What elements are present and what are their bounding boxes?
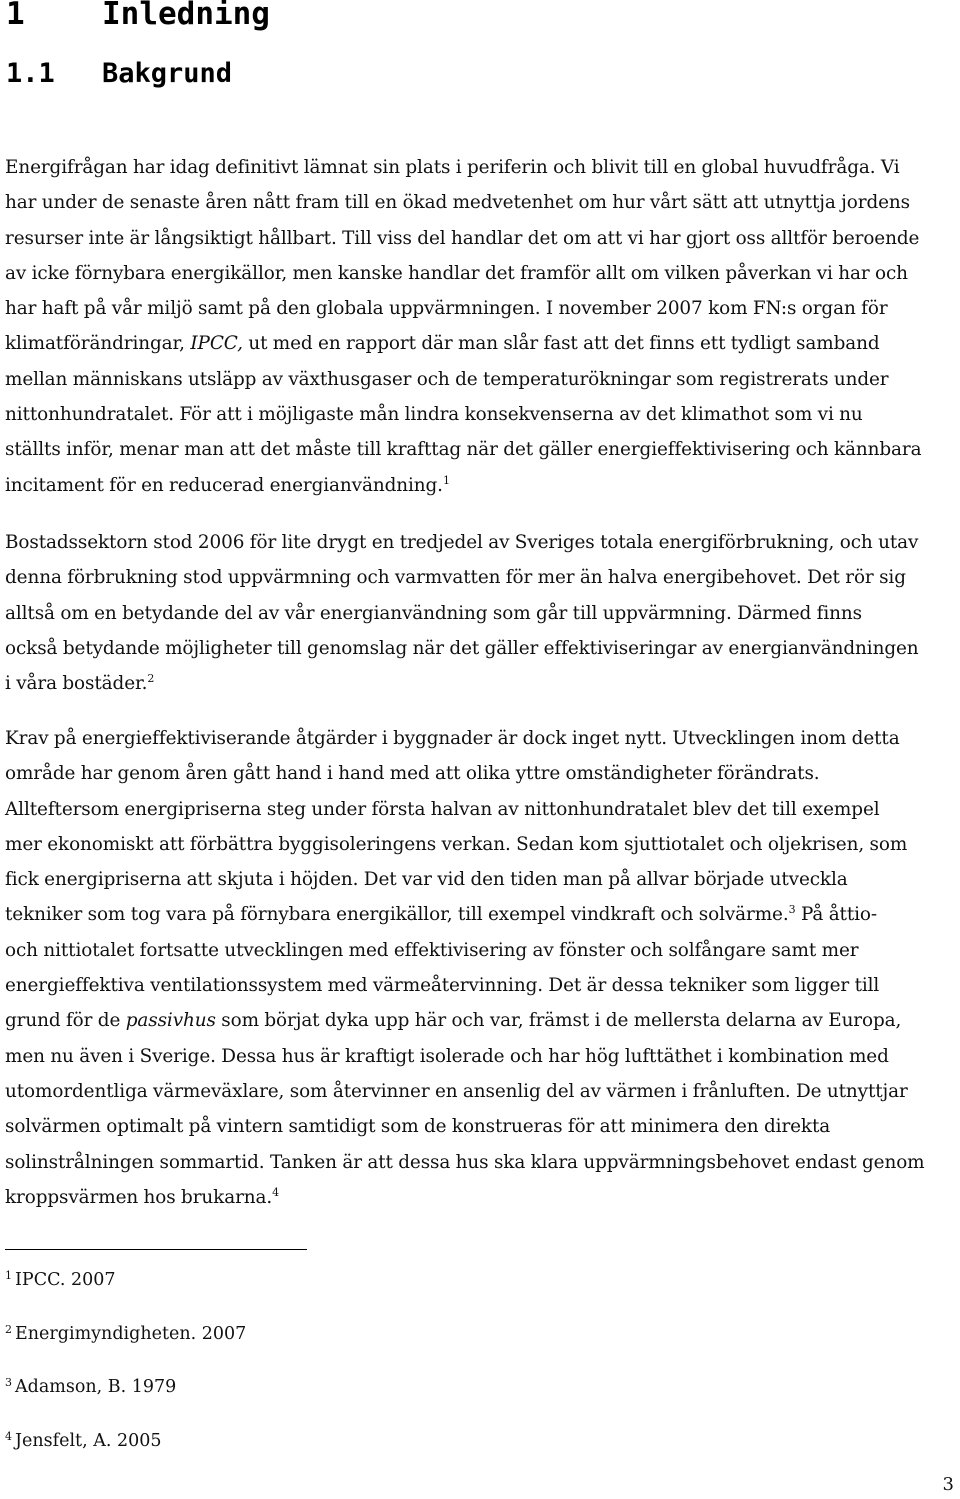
text-run: ut med en rapport där man slår fast att det finns ett tydligt samband bbox=[248, 333, 880, 355]
text-line: resurser inte är långsiktigt hållbart. Till viss del handlar det om att vi har gjort oss alltför beroende bbox=[5, 227, 920, 249]
text-run: som börjat dyka upp här och var, främst i de mellersta delarna av Europa, bbox=[221, 1010, 902, 1032]
text-line: område har genom åren gått hand i hand med att olika yttre omständigheter förändrats. bbox=[5, 763, 820, 785]
text-line: ställts inför, menar man att det måste till krafttag när det gäller energieffektivisering och kännbara bbox=[5, 439, 922, 461]
ipcc-italic: IPCC, bbox=[190, 333, 243, 355]
footnote-ref-1[interactable]: 1 bbox=[442, 473, 450, 487]
chapter-number: 1 bbox=[6, 0, 25, 32]
footnote-2 bbox=[5, 1322, 246, 1346]
footnote-ref-2[interactable]: 2 bbox=[147, 672, 155, 686]
text-line: Bostadssektorn stod 2006 för lite drygt en tredjedel av Sveriges totala energiförbrukning, och utav bbox=[5, 532, 919, 553]
text-line: Krav på energieffektiviserande åtgärder i byggnader är dock inget nytt. Utvecklingen inom detta bbox=[5, 728, 900, 749]
footnote-number: 1 bbox=[5, 1269, 12, 1282]
text-line: mellan människans utsläpp av växthusgaser och de temperaturökningar som registrerats under bbox=[5, 368, 889, 390]
text-line: har under de senaste åren nått fram till en ökad medvetenhet om hur vårt sätt att utnyttja jordens bbox=[5, 192, 910, 214]
footnote-3 bbox=[5, 1375, 176, 1399]
text-run: klimatförändringar, bbox=[5, 333, 185, 355]
footnote-text: Energimyndigheten. 2007 bbox=[15, 1324, 247, 1344]
text-run: incitament för en reducerad energianvändning. bbox=[5, 474, 443, 496]
text-line: fick energipriserna att skjuta i höjden. Det var vid den tiden man på allvar började utveckla bbox=[5, 869, 848, 891]
footnote-1 bbox=[5, 1268, 116, 1292]
text-line bbox=[5, 468, 960, 503]
footnote-separator bbox=[5, 1249, 307, 1250]
section-number: 1.1 bbox=[6, 58, 55, 89]
text-line: energieffektiva ventilationssystem med värmeåtervinning. Det är dessa tekniker som ligger till bbox=[5, 975, 880, 997]
text-line: denna förbrukning stod uppvärmning och varmvatten för mer än halva energibehovet. Det rör sig bbox=[5, 567, 906, 589]
text-line bbox=[5, 326, 960, 361]
text-line: och nittiotalet fortsatte utvecklingen med effektivisering av fönster och solfångare samt mer bbox=[5, 939, 859, 961]
footnote-number: 4 bbox=[5, 1430, 12, 1443]
text-line: solvärmen optimalt på vintern samtidigt som de konstrueras för att minimera den direkta bbox=[5, 1116, 831, 1138]
chapter-heading bbox=[6, 0, 270, 32]
passivhus-italic: passivhus bbox=[125, 1010, 216, 1032]
text-run: kroppsvärmen hos brukarna. bbox=[5, 1186, 273, 1208]
section-title: Bakgrund bbox=[102, 58, 233, 89]
text-line bbox=[5, 1180, 960, 1215]
text-line: men nu även i Sverige. Dessa hus är kraftigt isolerade och har hög lufttäthet i kombination med bbox=[5, 1045, 889, 1067]
footnote-ref-3[interactable]: 3 bbox=[788, 903, 796, 917]
footnote-ref-4[interactable]: 4 bbox=[272, 1185, 280, 1199]
text-line: solinstrålningen sommartid. Tanken är att dessa hus ska klara uppvärmningsbehovet endast genom bbox=[5, 1151, 925, 1173]
footnote-number: 2 bbox=[5, 1323, 12, 1336]
text-line: också betydande möjligheter till genomslag när det gäller effektiviseringar av energianvändningen bbox=[5, 637, 919, 659]
chapter-title: Inledning bbox=[102, 0, 270, 32]
text-line: Allteftersom energipriserna steg under första halvan av nittonhundratalet blev det till exempel bbox=[5, 798, 880, 820]
text-line: mer ekonomiskt att förbättra byggisoleringens verkan. Sedan kom sjuttiotalet och oljekrisen, som bbox=[5, 833, 908, 855]
footnote-text: IPCC. 2007 bbox=[15, 1270, 116, 1290]
text-line bbox=[5, 897, 960, 932]
page-number: 3 bbox=[942, 1474, 954, 1495]
text-line: av icke förnybara energikällor, men kanske handlar det framför allt om vilken påverkan vi har och bbox=[5, 262, 908, 284]
text-line bbox=[5, 1003, 960, 1038]
paragraph-3 bbox=[5, 721, 960, 1215]
footnote-text: Jensfelt, A. 2005 bbox=[15, 1431, 162, 1451]
footnote-text: Adamson, B. 1979 bbox=[15, 1377, 177, 1397]
text-line bbox=[5, 666, 960, 701]
text-line: alltså om en betydande del av vår energianvändning som går till uppvärmning. Därmed finns bbox=[5, 602, 862, 624]
text-line: utomordentliga värmeväxlare, som återvinner en ansenlig del av värmen i frånluften. De utnyttjar bbox=[5, 1080, 908, 1102]
footnote-4 bbox=[5, 1429, 162, 1453]
text-run: tekniker som tog vara på förnybara energikällor, till exempel vindkraft och solvärme. bbox=[5, 904, 789, 926]
paragraph-1 bbox=[5, 150, 960, 503]
text-run: På åttio- bbox=[800, 904, 878, 926]
paragraph-2 bbox=[5, 525, 960, 701]
text-line: nittonhundratalet. För att i möjligaste mån lindra konsekvenserna av det klimathot som vi nu bbox=[5, 404, 863, 426]
footnote-number: 3 bbox=[5, 1376, 12, 1389]
text-run: grund för de bbox=[5, 1010, 121, 1032]
text-line: har haft på vår miljö samt på den globala uppvärmningen. I november 2007 kom FN:s organ för bbox=[5, 298, 888, 320]
text-run: i våra bostäder. bbox=[5, 673, 148, 695]
text-line: Energifrågan har idag definitivt lämnat sin plats i periferin och blivit till en global huvudfråga. Vi bbox=[5, 157, 900, 178]
section-heading bbox=[6, 58, 232, 89]
